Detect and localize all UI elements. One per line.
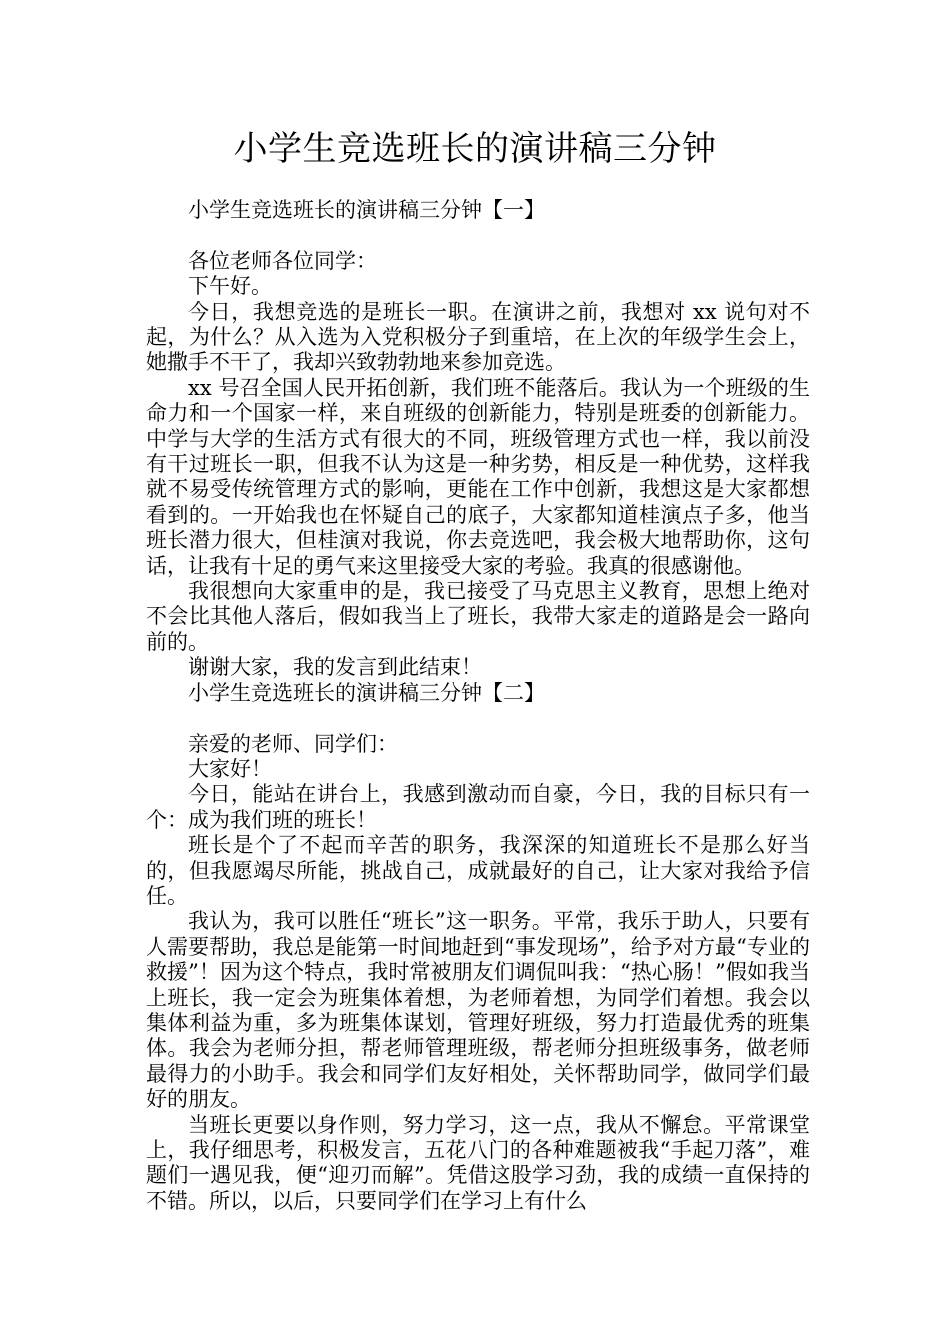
- paragraph: 我认为，我可以胜任“班长”这一职务。平常，我乐于助人，只要有人需要帮助，我总是能第一时间地赶到“事发现场”，给予对方最“专业的救援”！因为这个特点，我时常被朋友们调侃叫我：“热心肠！”假如我当上班长，我一定会为班集体着想，为老师着想，为同学们着想。我会以集体利益为重，多为班集体谋划，管理好班级，努力打造最优秀的班集体。我会为老师分担，帮老师管理班级，帮老师分担班级事务，做老师最得力的小助手。我会和同学们友好相处，关怀帮助同学，做同学们最好的朋友。: [146, 909, 810, 1112]
- document-body: [146, 198, 810, 1214]
- paragraph: 大家好！: [188, 756, 272, 781]
- paragraph: 下午好。: [188, 274, 272, 299]
- paragraph: 我很想向大家重申的是，我已接受了马克思主义教育，思想上绝对不会比其他人落后，假如我当上了班长，我带大家走的道路是会一路向前的。: [146, 579, 810, 654]
- section-heading-2: 小学生竞选班长的演讲稿三分钟【二】: [188, 680, 545, 705]
- paragraph: 当班长更要以身作则，努力学习，这一点，我从不懈怠。平常课堂上，我仔细思考，积极发言，五花八门的各种难题被我“手起刀落”，难题们一遇见我，便“迎刃而解”。凭借这股学习劲，我的成绩一直保持的不错。所以，以后，只要同学们在学习上有什么: [146, 1112, 810, 1213]
- paragraph: 班长是个了不起而辛苦的职务，我深深的知道班长不是那么好当的，但我愿竭尽所能，挑战自己，成就最好的自己，让大家对我给予信任。: [146, 833, 810, 908]
- paragraph: xx 号召全国人民开拓创新，我们班不能落后。我认为一个班级的生命力和一个国家一样，来自班级的创新能力，特别是班委的创新能力。中学与大学的生活方式有很大的不同，班级管理方式也一样，我以前没有干过班长一职，但我不认为这是一种劣势，相反是一种优势，这样我就不易受传统管理方式的影响，更能在工作中创新，我想这是大家都想看到的。一开始我也在怀疑自己的底子，大家都知道桂演点子多，他当班长潜力很大，但桂演对我说，你去竞选吧，我会极大地帮助你，这句话，让我有十足的勇气来这里接受大家的考验。我真的很感谢他。: [146, 375, 810, 578]
- paragraph: 亲爱的老师、同学们：: [188, 731, 398, 756]
- paragraph: 谢谢大家，我的发言到此结束！: [188, 655, 482, 680]
- paragraph: 今日，能站在讲台上，我感到激动而自豪，今日，我的目标只有一个：成为我们班的班长！: [146, 782, 810, 832]
- paragraph: 各位老师各位同学：: [188, 248, 377, 273]
- document-title: 小学生竞选班长的演讲稿三分钟: [233, 129, 717, 169]
- paragraph: 今日，我想竞选的是班长一职。在演讲之前，我想对 xx 说句对不起，为什么？从入选为入党积极分子到重培，在上次的年级学生会上，她撒手不干了，我却兴致勃勃地来参加竞选。: [146, 299, 810, 375]
- section-heading-1: 小学生竞选班长的演讲稿三分钟【一】: [188, 198, 545, 222]
